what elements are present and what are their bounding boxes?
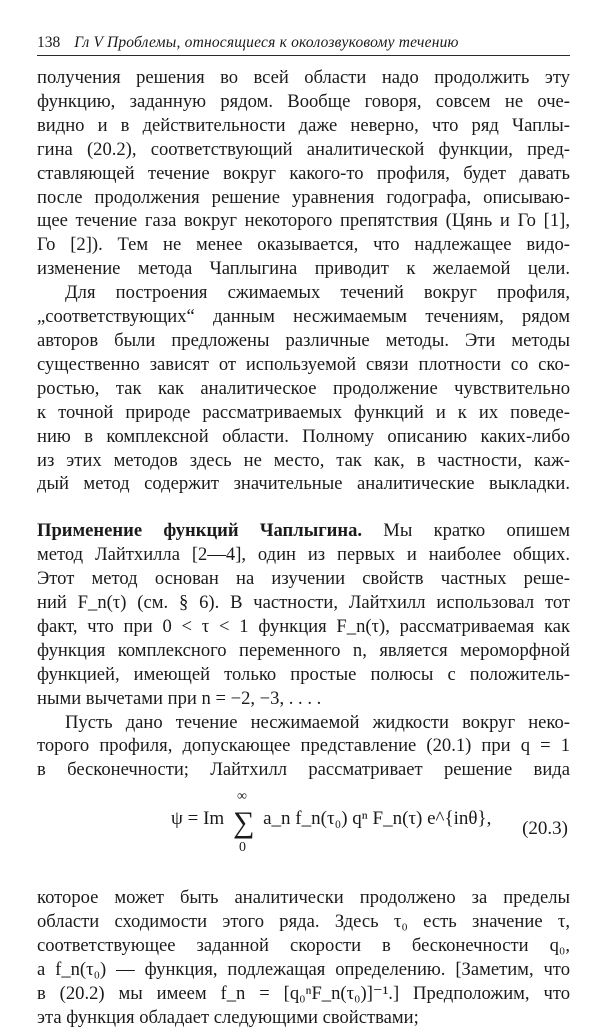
text-line: в (20.2) мы имеем f_n = [q₀ⁿF_n(τ₀)]⁻¹.] Предположим, что (37, 982, 570, 1004)
text-line: щее течение газа вокруг некоторого препятствия (Цянь и Го [1], (37, 210, 570, 232)
running-header (37, 34, 570, 56)
formula-expression (171, 789, 492, 856)
running-title: Гл V Проблемы, относящиеся к околозвуковому течению (74, 34, 459, 51)
text-line: соответствующее заданной скорости в бесконечности q₀, (37, 935, 570, 957)
text-line: получения решения во всей области надо продолжить эту (37, 67, 570, 88)
text-line: после продолжения решение уравнения годографа, описываю- (37, 186, 570, 208)
text-run: Мы кратко опишем (383, 520, 570, 542)
text-line: а f_n(τ₀) — функция, подлежащая определению. [Заметим, что (37, 959, 570, 980)
paragraph-3 (37, 519, 570, 710)
equation-number: (20.3) (522, 818, 568, 840)
text-line: изменение метода Чаплыгина приводит к желаемой цели. (37, 258, 570, 280)
text-line: ными вычетами при n = −2, −3, . . . . (37, 687, 322, 709)
sum-lower-limit: 0 (238, 840, 246, 856)
text-line: Для построения сжимаемых течений вокруг профиля, (65, 282, 570, 304)
section-heading: Применение функций Чаплыгина. (37, 520, 363, 542)
text-line: гина (20.2), соответствующий аналитической функции, пред- (37, 138, 570, 160)
text-line: торого профиля, допускающее представление (20.1) при q = 1 (37, 735, 570, 757)
text-line: факт, что при 0 < τ < 1 функция F_n(τ), рассматриваемая как (37, 615, 570, 637)
text-line: в бесконечности; Лайтхилл рассматривает решение вида (37, 759, 570, 781)
text-line: „соответствующих“ данным несжимаемым течениям, рядом (37, 306, 570, 328)
text-line: области сходимости этого ряда. Здесь τ₀ есть значение τ, (37, 911, 570, 933)
text-line: ставляющей течение вокруг какого-то профиля, будет давать (37, 162, 570, 184)
text-line: существенно зависят от используемой связи плотности со ско- (37, 353, 570, 375)
text-line: функция комплексного переменного n, является мероморфной (37, 639, 570, 661)
paragraph-4 (37, 711, 570, 783)
paragraph-2 (37, 281, 570, 496)
text-line: Этот метод основан на изучении свойств частных реше- (37, 568, 570, 590)
text-line: нию в комплексной области. Полному описанию каких-либо (37, 425, 570, 447)
text-line: из этих методов здесь не место, так как, в частности, каж- (37, 449, 570, 471)
paragraph-1 (37, 66, 570, 281)
text-line: функцию, заданную рядом. Вообще говоря, совсем не оче- (37, 90, 570, 112)
formula-lhs: ψ = Im (171, 808, 225, 830)
text-line (37, 519, 570, 543)
text-line: авторов были предложены различные методы. Эти методы (37, 329, 570, 351)
formula-body: a_n f_n(τ₀) qⁿ F_n(τ) e^{inθ}, (263, 808, 492, 830)
text-line: Пусть дано течение несжимаемой жидкости вокруг неко- (65, 711, 570, 733)
page-body (37, 66, 570, 1030)
summation-sign: ∑ ∞ 0 (232, 789, 255, 856)
text-line: Го [2]). Тем не менее оказывается, что надлежащее видо- (37, 234, 570, 256)
display-formula (37, 788, 570, 884)
text-line: к точной природе рассматриваемых функций и к их поведе- (37, 401, 570, 423)
paragraph-5 (37, 886, 570, 1029)
section-gap (37, 496, 570, 519)
page-number: 138 (37, 34, 61, 51)
text-line: метод Лайтхилла [2—4], один из первых и наиболее общих. (37, 544, 570, 566)
text-line: которое может быть аналитически продолжено за пределы (37, 887, 570, 909)
text-line: дый метод содержит значительные аналитические выкладки. (37, 473, 570, 495)
text-line: функцией, имеющей только простые полюсы с положитель- (37, 663, 570, 685)
text-line: эта функция обладает следующими свойствами; (37, 1006, 419, 1028)
sum-upper-limit: ∞ (236, 789, 247, 805)
text-line: ростью, так как аналитическое продолжение чувствительно (37, 377, 570, 399)
text-line: ний F_n(τ) (см. § 6). В частности, Лайтхилл использовал тот (37, 592, 570, 614)
text-line: видно и в действительности даже неверно, что ряд Чаплы- (37, 114, 570, 136)
